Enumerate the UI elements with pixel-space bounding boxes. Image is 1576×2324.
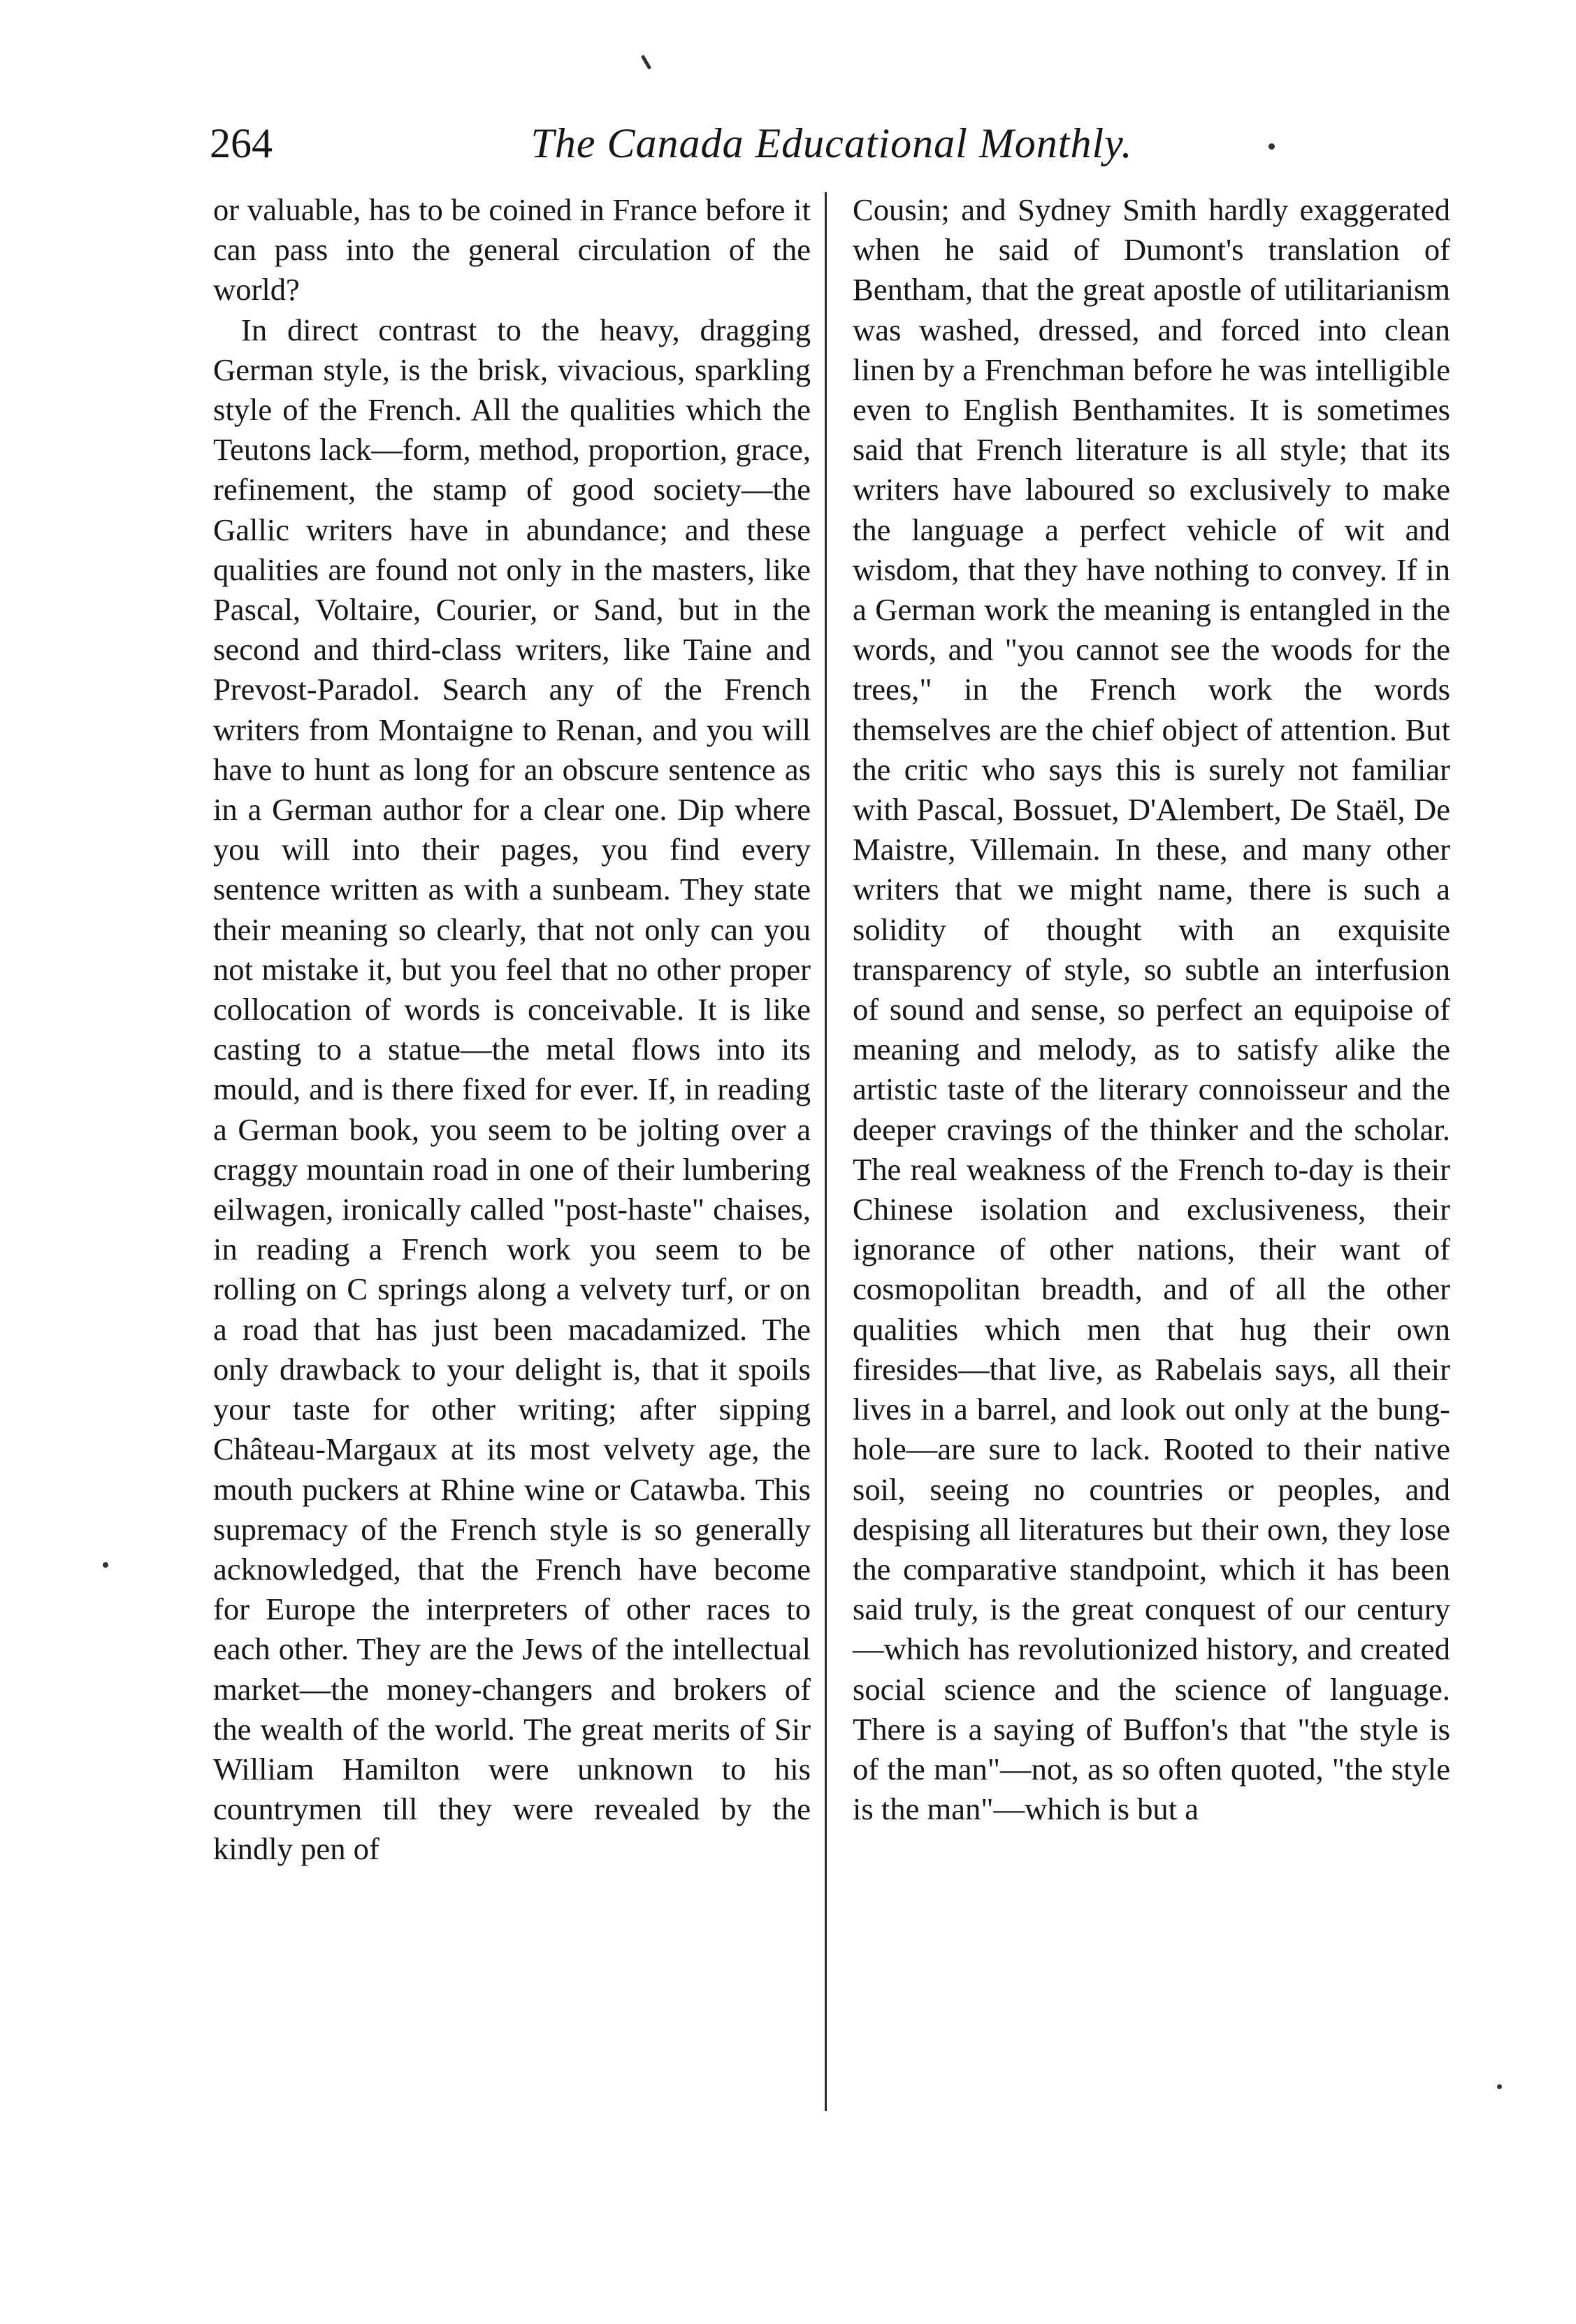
page-header [210,112,1454,175]
text-column-right [853,190,1450,1829]
paragraph-french-style: In direct contrast to the heavy, dragging German style, is the brisk, vivacious, sparkling style of the French. All the qualities which the Teutons lack—form, method, proportion, grace, refinement, the stamp of good society—the Gallic writers have in abundance; and these qualities are found not only in the masters, like Pascal, Voltaire, Courier, or Sand, but in the second and third-class writers, like Taine and Prevost-Paradol. Search any of the French writers from Montaigne to Renan, and you will have to hunt as long for an obscure sentence as in a German author for a clear one. Dip where you will into their pages, you find every sentence written as with a sunbeam. They state their meaning so clearly, that not only can you not mistake it, but you feel that no other proper collocation of words is conceivable. It is like casting to a statue—the metal flows into its mould, and is there fixed for ever. If, in reading a German book, you seem to be jolting over a craggy mountain road in one of their lumbering eilwagen, ironically called "post-haste" chaises, in reading a French work you seem to be rolling on C springs along a velvety turf, or on a road that has just been macadamized. The only drawback to your delight is, that it spoils your taste for other writing; after sipping Château-Margaux at its most velvety age, the mouth puckers at Rhine wine or Catawba. This supremacy of the French style is so generally acknowledged, that the French have become for Europe the interpreters of other races to each other. They are the Jews of the intellectual market—the money-changers and brokers of the wealth of the world. The great merits of Sir William Hamilton were unknown to his countrymen till they were revealed by the kindly pen of [213,312,811,1867]
paragraph-continued: or valuable, has to be coined in France before it can pass into the general circulation of the world? [213,192,811,308]
paragraph-continued-right: Cousin; and Sydney Smith hardly exaggerated when he said of Dumont's translation of Bentham, that the great apostle of utilitarianism was washed, dressed, and forced into clean linen by a Frenchman before he was intelligible even to English Benthamites. It is sometimes said that French literature is all style; that its writers have laboured so exclusively to make the language a perfect vehicle of wit and wisdom, that they have nothing to convey. If in a German work the meaning is entangled in the words, and "you cannot see the woods for the trees," in the French work the words themselves are the chief object of attention. But the critic who says this is surely not familiar with Pascal, Bossuet, D'Alembert, De Staël, De Maistre, Villemain. In these, and many other writers that we might name, there is such a solidity of thought with an exquisite transparency of style, so subtle an interfusion of sound and sense, so perfect an equipoise of meaning and melody, as to satisfy alike the artistic taste of the literary connoisseur and the deeper cravings of the thinker and the scholar. The real weakness of the French to-day is their Chinese isolation and exclusiveness, their ignorance of other nations, their want of cosmopolitan breadth, and of all the other qualities which men that hug their own firesides—that live, as Rabelais says, all their lives in a barrel, and look out only at the bung-hole—are sure to lack. Rooted to their native soil, seeing no countries or peoples, and despising all literatures but their own, they lose the comparative standpoint, which it has been said truly, is the great conquest of our century—which has revolutionized history, and created social science and the science of language. There is a saying of Buffon's that "the style is of the man"—not, as so often quoted, "the style is the man"—which is but a [853,192,1450,1827]
print-speck [103,1562,108,1568]
print-speck [1497,2084,1502,2089]
print-speck [1268,143,1275,150]
print-speck [641,55,651,70]
column-divider [825,192,827,2111]
page-number: 264 [210,120,273,166]
text-column-left [213,190,811,1870]
running-title: The Canada Educational Monthly. [530,120,1133,166]
